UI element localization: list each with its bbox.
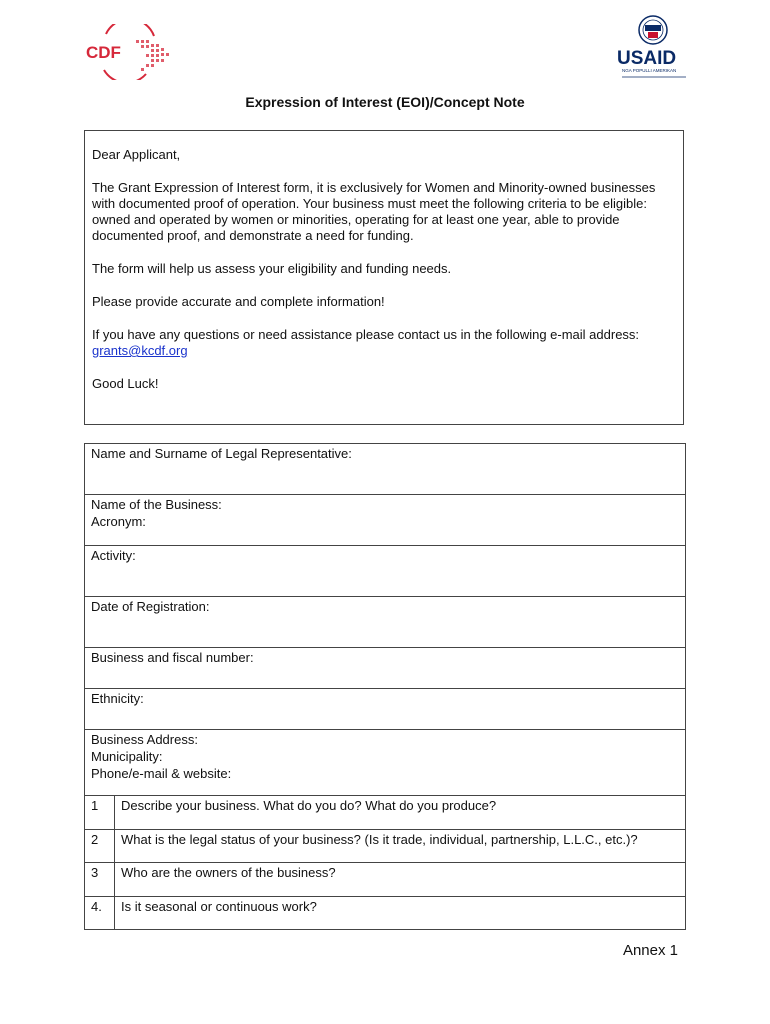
contact-email-link[interactable]: grants@kcdf.org [92, 343, 188, 358]
ethnicity-field[interactable] [85, 689, 686, 730]
question-number: 3 [85, 863, 115, 897]
business-address-label: Business Address: [91, 732, 198, 747]
fiscal-number-field[interactable] [85, 648, 686, 689]
question-text: What is the legal status of your business? (Is it trade, individual, partnership, L.L.C., etc.)? [121, 832, 638, 847]
registration-date-field[interactable] [85, 597, 686, 648]
fiscal-number-row [85, 648, 686, 689]
business-name-field[interactable] [85, 495, 686, 546]
cdf-logo-text: CDF [86, 43, 121, 62]
question-2-field[interactable] [115, 830, 686, 863]
activity-row [85, 546, 686, 597]
registration-date-label: Date of Registration: [91, 599, 210, 614]
contact-label: Phone/e-mail & website: [91, 766, 232, 781]
ethnicity-row [85, 689, 686, 730]
question-number: 2 [85, 830, 115, 863]
question-number: 1 [85, 796, 115, 830]
business-name-label: Name of the Business: [91, 497, 222, 512]
question-row [85, 796, 686, 830]
letter-closing: Good Luck! [92, 376, 159, 391]
letter-greeting: Dear Applicant, [92, 147, 181, 162]
question-text: Describe your business. What do you do? What do you produce? [121, 798, 497, 813]
question-row [85, 863, 686, 897]
question-row [85, 897, 686, 930]
question-text: Who are the owners of the business? [121, 865, 336, 880]
annex-label: Annex 1 [622, 942, 678, 959]
legal-representative-label: Name and Surname of Legal Representative: [91, 446, 352, 461]
address-row [85, 730, 686, 796]
eoi-form-table [84, 443, 686, 930]
fiscal-number-label: Business and fiscal number: [91, 650, 254, 665]
contact-text: If you have any questions or need assistance please contact us in the following e-mail address: [92, 327, 640, 342]
usaid-logo-subtext: NGA POPULLI AMERIKAN [622, 68, 677, 73]
question-3-field[interactable] [115, 863, 686, 897]
activity-field[interactable] [85, 546, 686, 597]
letter-paragraph-eligibility: The Grant Expression of Interest form, it is exclusively for Women and Minority-owned businesses with documented proof of operation. Your business must meet the following criteria to be eligible: owned and operated by women or minorities, operating for at least one year, able to provide documented proof, and demonstrate a need for funding. [92, 180, 656, 243]
acronym-label: Acronym: [91, 514, 146, 529]
letter-paragraph-contact [92, 327, 675, 359]
legal-representative-row [85, 444, 686, 495]
usaid-logo-text: USAID [617, 48, 677, 69]
municipality-label: Municipality: [91, 749, 163, 764]
question-text: Is it seasonal or continuous work? [121, 899, 317, 914]
document-title: Expression of Interest (EOI)/Concept Note [245, 94, 525, 110]
ethnicity-label: Ethnicity: [91, 691, 144, 706]
cdf-logo [84, 24, 176, 80]
business-name-row [85, 495, 686, 546]
question-row [85, 830, 686, 863]
intro-letter-box [84, 130, 684, 425]
letter-paragraph-accuracy: Please provide accurate and complete information! [92, 294, 385, 309]
usaid-logo [614, 14, 692, 82]
address-field[interactable] [85, 730, 686, 796]
question-number: 4. [85, 897, 115, 930]
letter-paragraph-purpose: The form will help us assess your eligibility and funding needs. [92, 261, 452, 276]
registration-date-row [85, 597, 686, 648]
question-4-field[interactable] [115, 897, 686, 930]
legal-representative-field[interactable] [85, 444, 686, 495]
question-1-field[interactable] [115, 796, 686, 830]
activity-label: Activity: [91, 548, 136, 563]
